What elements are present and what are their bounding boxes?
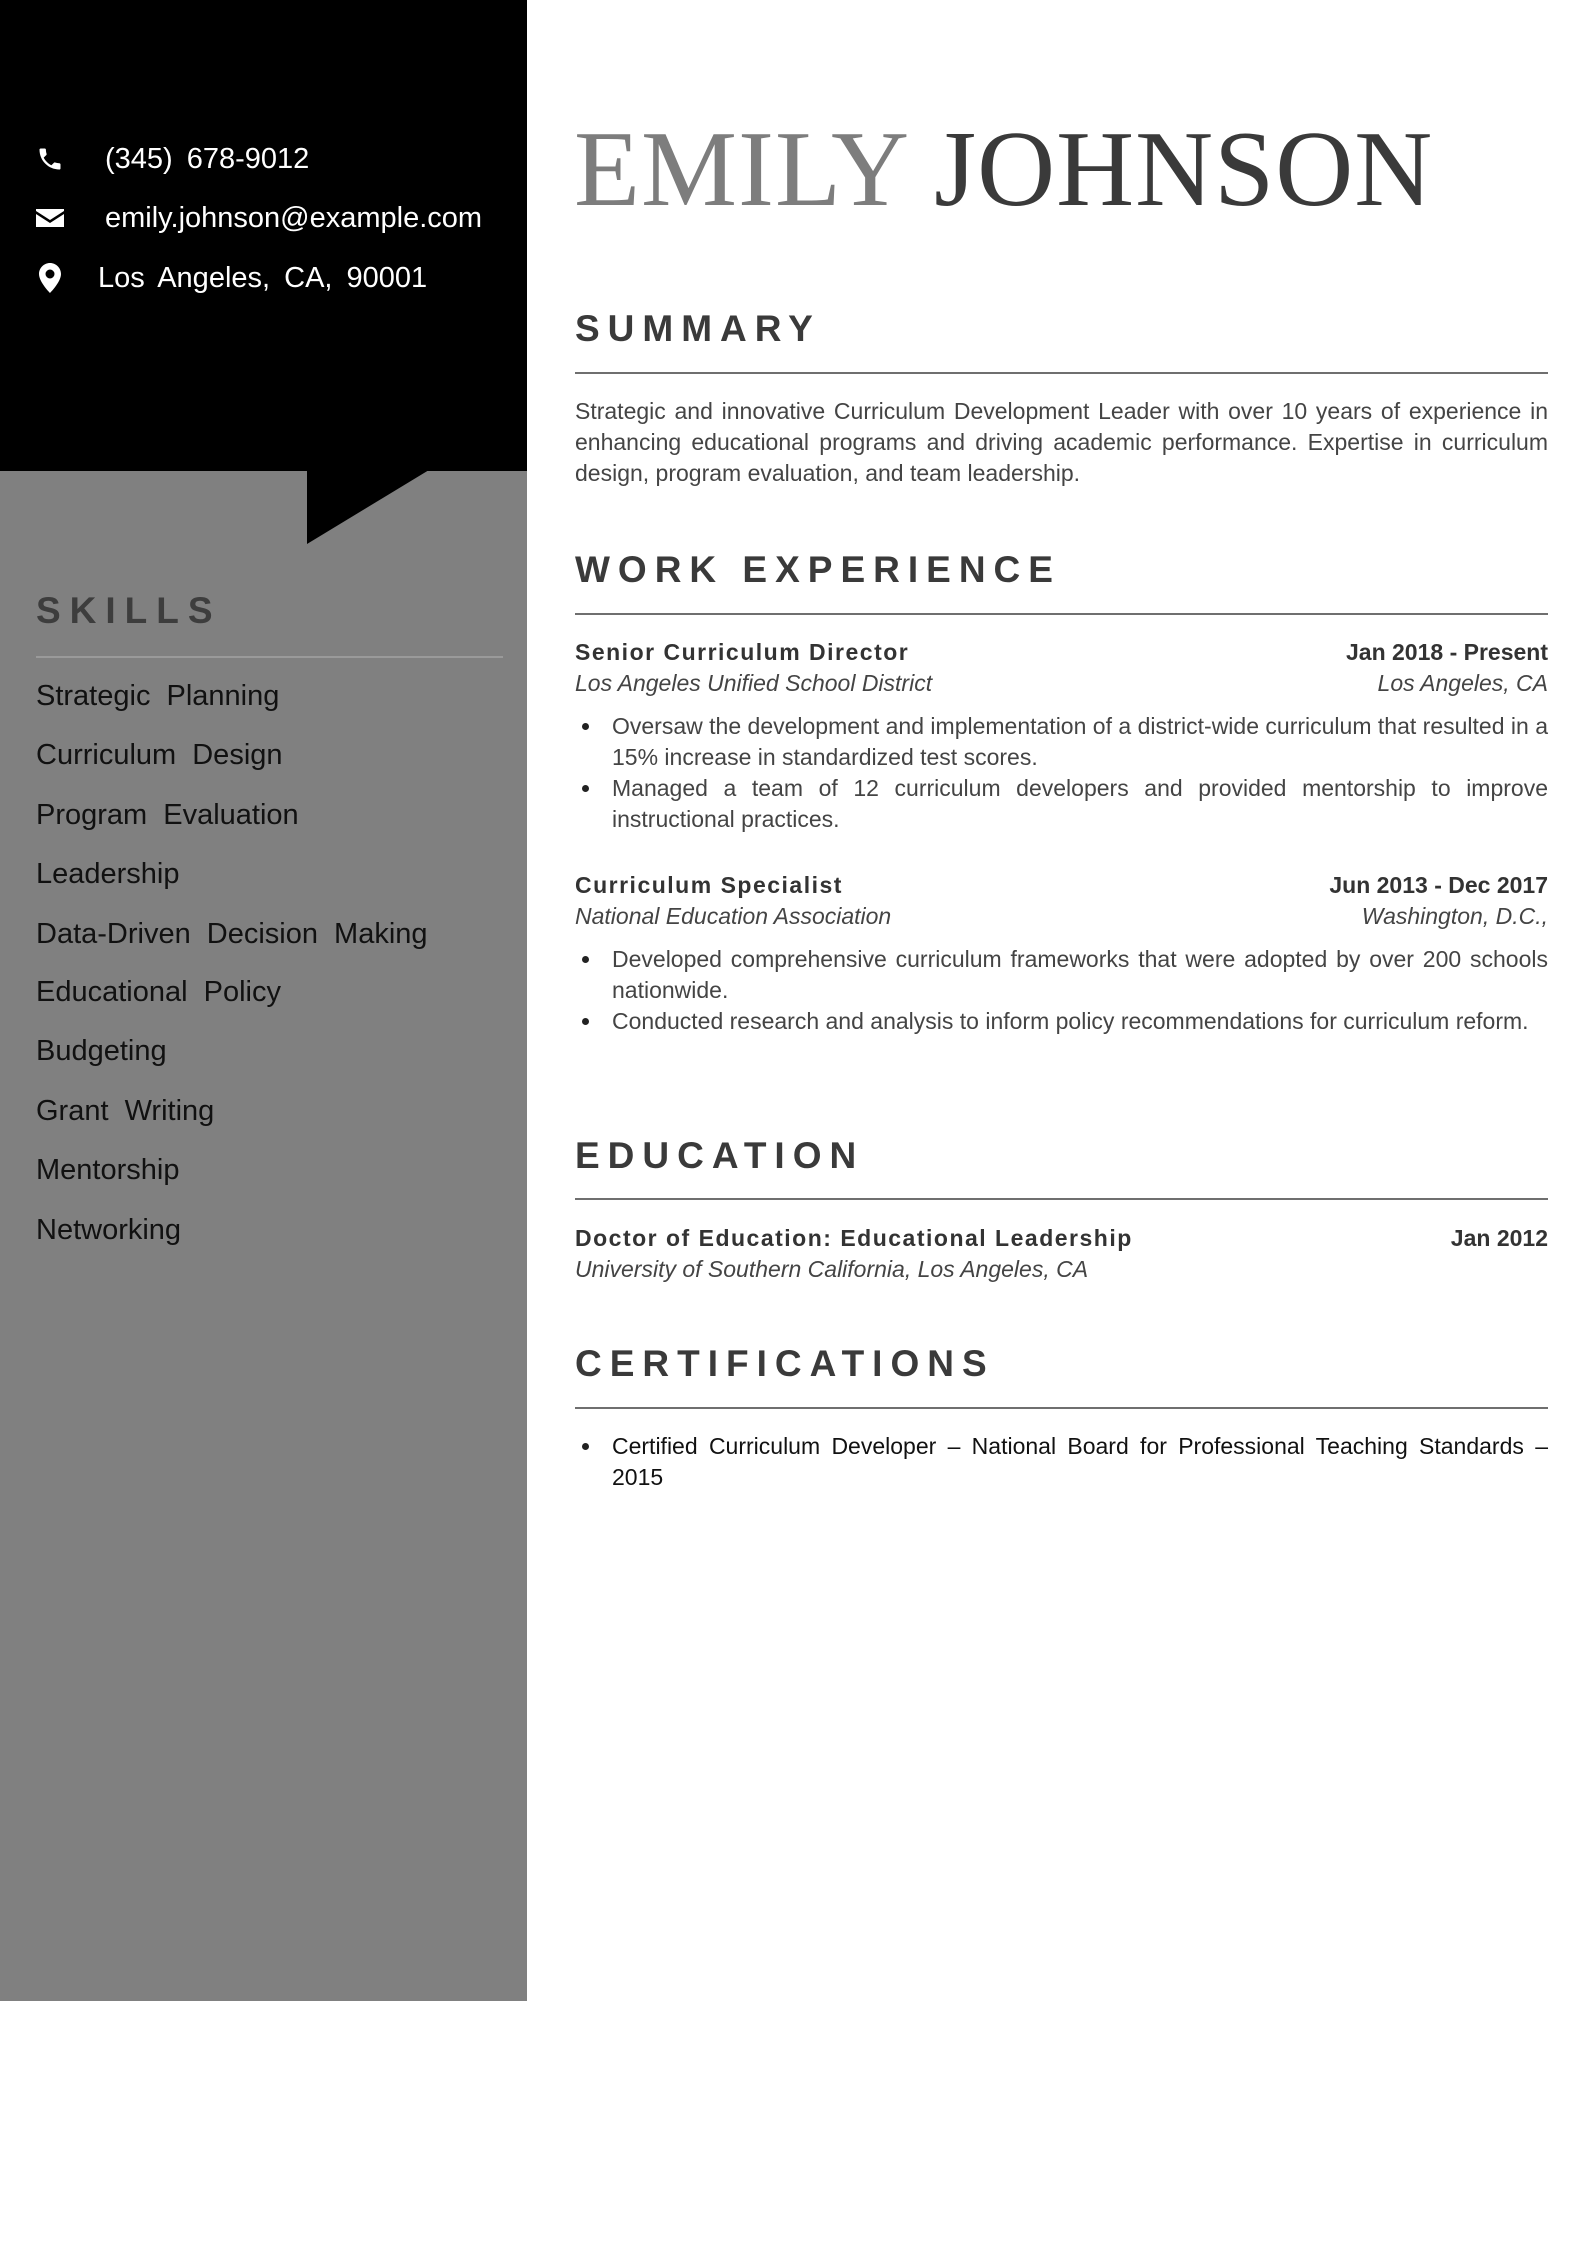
phone-icon [34, 143, 66, 175]
job-bullet-list [575, 711, 1548, 835]
degree-title: Doctor of Education: Educational Leadership [575, 1225, 1133, 1251]
school-name: University of Southern California, Los Angeles, CA [575, 1256, 1089, 1282]
contact-phone[interactable] [34, 139, 310, 179]
summary-divider [575, 372, 1548, 374]
certifications-list [575, 1431, 1548, 1493]
sidebar-pointer [307, 470, 429, 544]
job-title: Curriculum Specialist [575, 872, 843, 898]
contact-email-text: emily.johnson@example.com [105, 201, 483, 234]
contact-location [34, 258, 428, 298]
skill-item: Strategic Planning [36, 680, 280, 712]
list-item: Certified Curriculum Developer – National Board for Professional Teaching Standards – 2015 [575, 1431, 1548, 1493]
skill-item: Leadership [36, 858, 180, 890]
map-pin-icon [34, 262, 66, 294]
sidebar-contact-panel [0, 0, 527, 471]
list-item: Conducted research and analysis to inform policy recommendations for curriculum reform. [575, 1006, 1548, 1037]
skill-item: Curriculum Design [36, 739, 283, 771]
job-organization: National Education Association [575, 903, 892, 929]
job-dates: Jun 2013 - Dec 2017 [1329, 872, 1548, 898]
work-experience-divider [575, 613, 1548, 615]
job-location: Washington, D.C., [1361, 903, 1548, 929]
envelope-icon [34, 202, 66, 234]
summary-heading: SUMMARY [575, 308, 821, 349]
skill-item: Educational Policy [36, 976, 281, 1008]
first-name: EMILY [574, 110, 907, 229]
job-title: Senior Curriculum Director [575, 639, 910, 665]
summary-text: Strategic and innovative Curriculum Development Leader with over 10 years of experience in enhancing educational programs and driving academic performance. Expertise in curriculum design, program evaluation, and team leadership. [575, 398, 1548, 486]
candidate-name [574, 110, 1433, 230]
list-item: Managed a team of 12 curriculum developers and provided mentorship to improve instructional practices. [575, 773, 1548, 835]
skills-divider [36, 656, 503, 658]
certifications-heading: CERTIFICATIONS [575, 1343, 995, 1384]
education-heading: EDUCATION [575, 1135, 865, 1176]
skill-item: Mentorship [36, 1154, 180, 1186]
job-location: Los Angeles, CA [1377, 670, 1548, 696]
education-divider [575, 1198, 1548, 1200]
skill-item: Grant Writing [36, 1095, 215, 1127]
skills-heading: SKILLS [36, 590, 222, 631]
work-experience-heading: WORK EXPERIENCE [575, 549, 1061, 590]
contact-email[interactable] [34, 198, 483, 238]
skill-item: Data-Driven Decision Making [36, 918, 428, 950]
contact-location-text: Los Angeles, CA, 90001 [98, 261, 428, 294]
job-organization: Los Angeles Unified School District [575, 670, 933, 696]
job-bullet-list [575, 944, 1548, 1037]
job-dates: Jan 2018 - Present [1345, 639, 1548, 665]
last-name: JOHNSON [934, 110, 1434, 229]
list-item: Developed comprehensive curriculum frameworks that were adopted by over 200 schools nationwide. [575, 944, 1548, 1006]
contact-phone-text: (345) 678-9012 [105, 142, 310, 175]
skill-item: Networking [36, 1214, 182, 1246]
list-item: Oversaw the development and implementation of a district-wide curriculum that resulted in a 15% increase in standardized test scores. [575, 711, 1548, 773]
degree-date: Jan 2012 [1450, 1225, 1548, 1251]
certifications-divider [575, 1407, 1548, 1409]
skill-item: Program Evaluation [36, 799, 299, 831]
skill-item: Budgeting [36, 1035, 167, 1067]
